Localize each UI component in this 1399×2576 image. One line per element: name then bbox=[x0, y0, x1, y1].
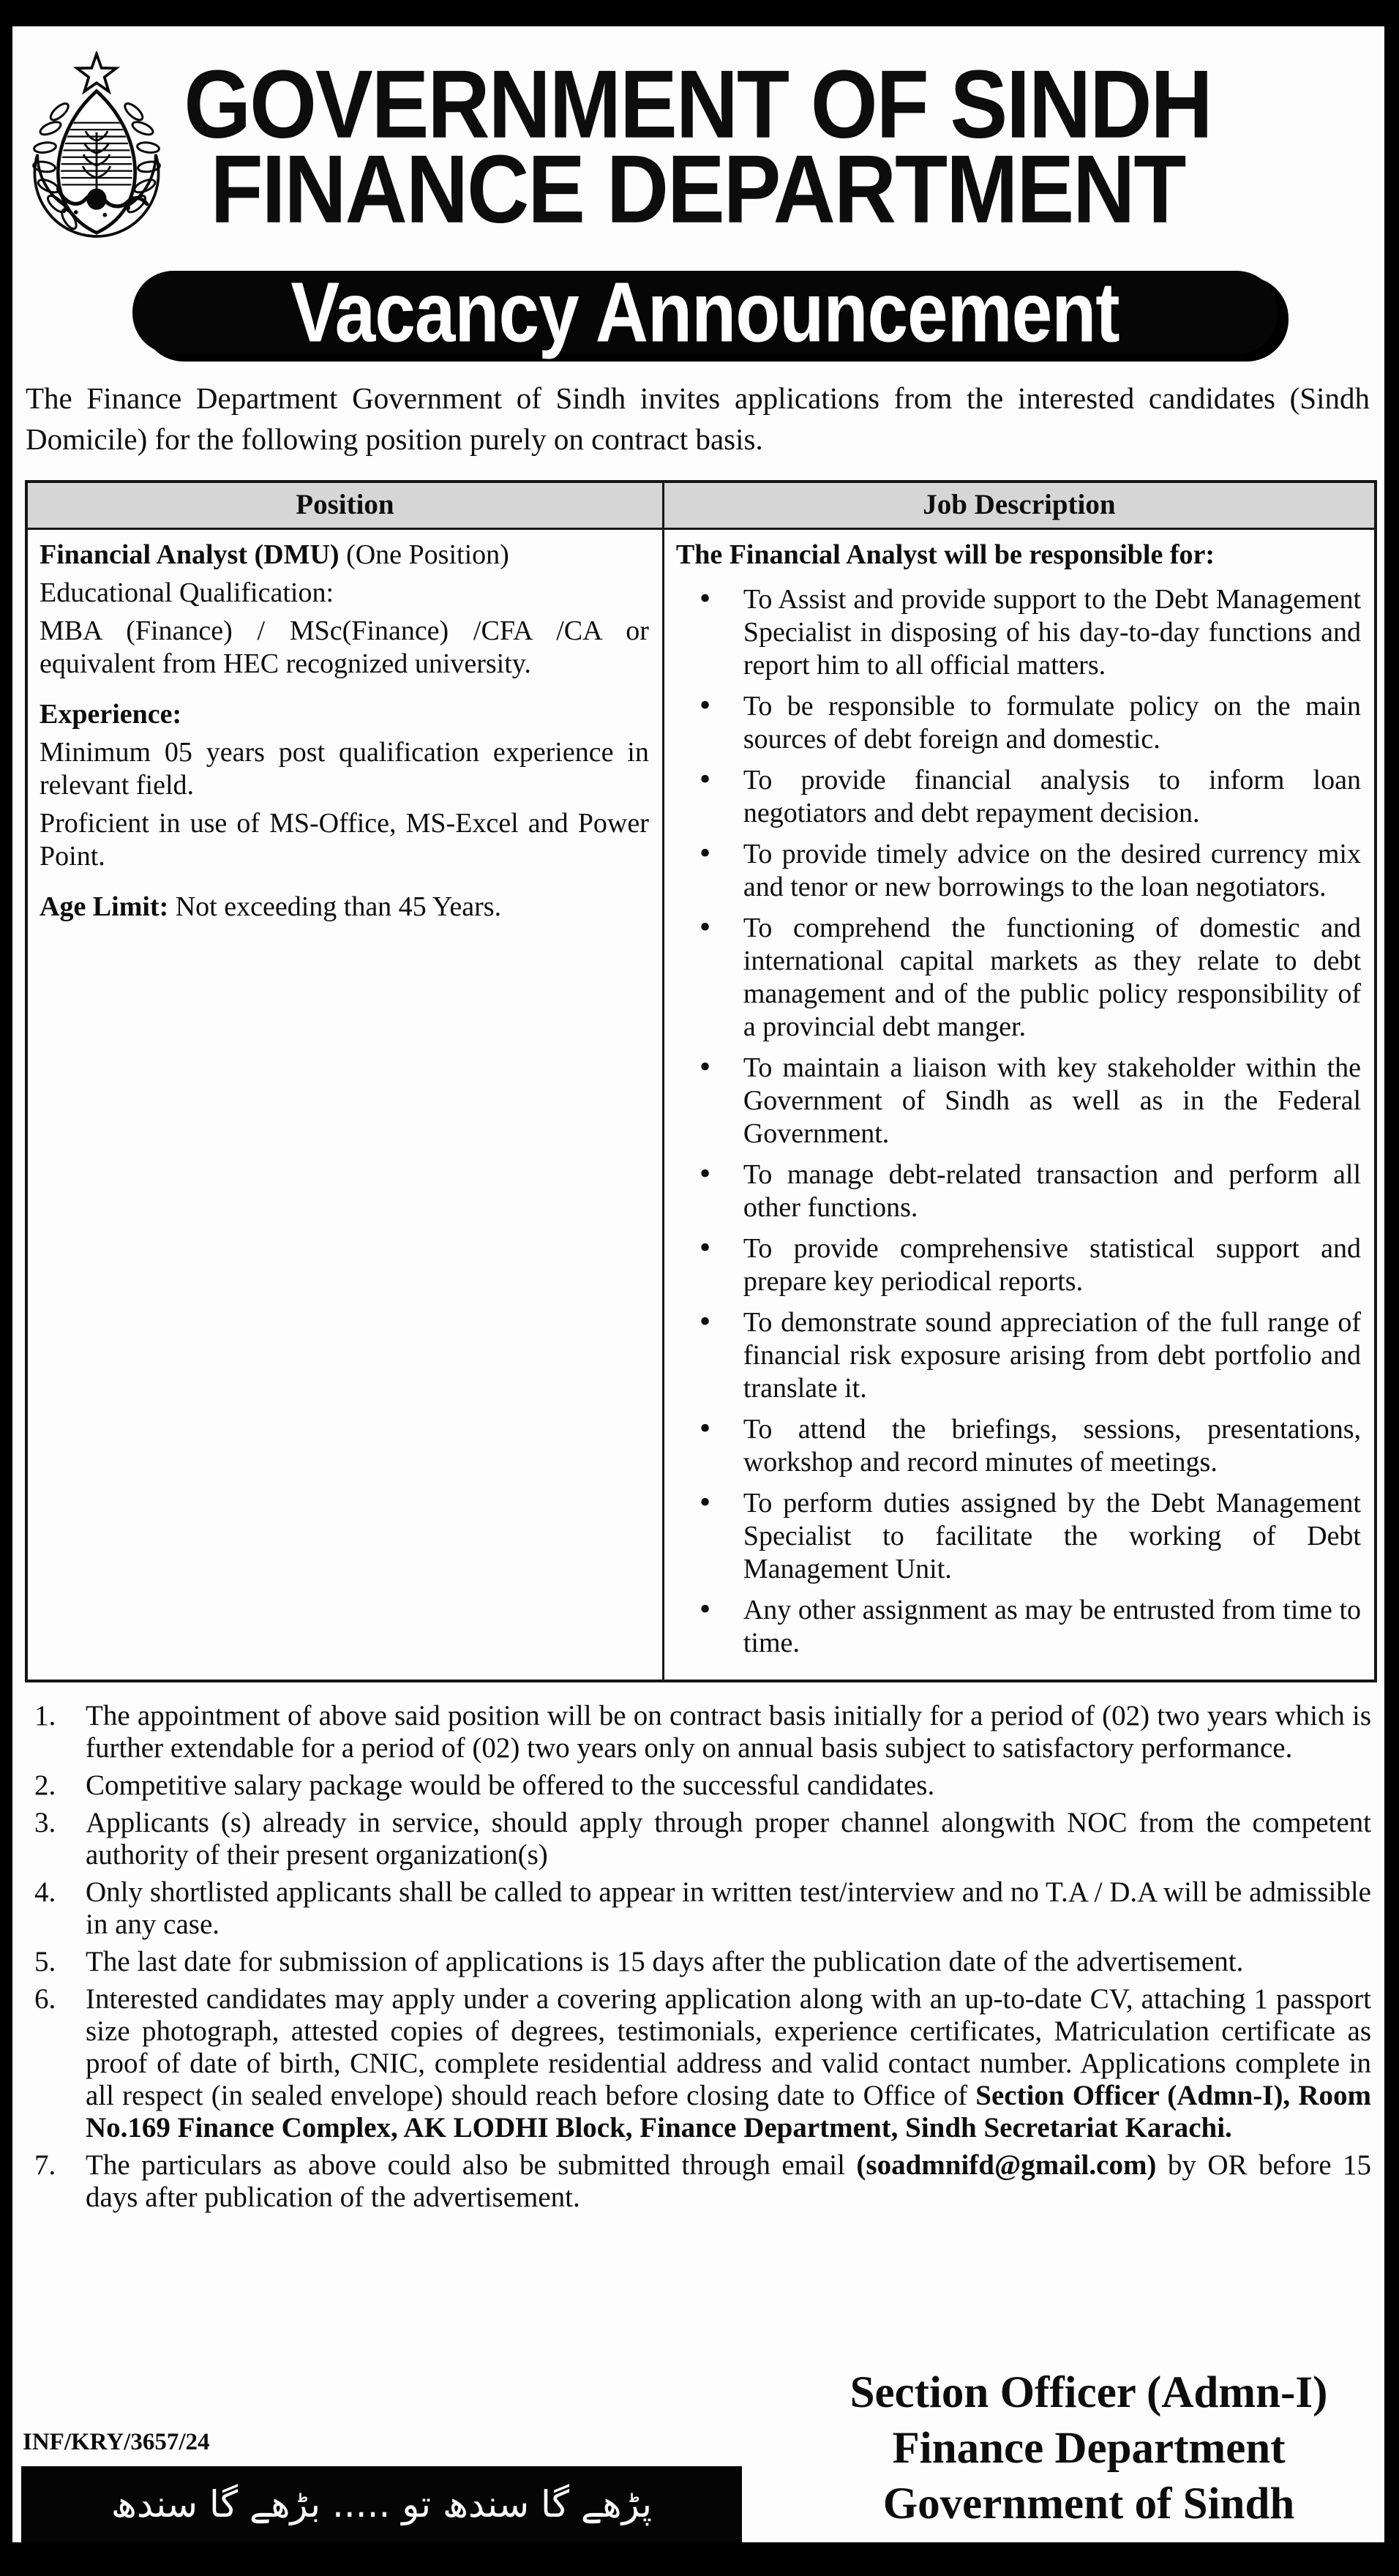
education-text: MBA (Finance) / MSc(Finance) /CFA /CA or equivalent from HEC recognized university. bbox=[40, 615, 649, 679]
submission-address: Section Officer (Admn-I), Room No.169 Finance Complex, AK LODHI Block, Finance Department, Sindh Secretariat Karachi. bbox=[86, 2080, 1371, 2143]
frame-left-bar bbox=[0, 0, 12, 2576]
age-limit-value: Not exceeding than 45 Years. bbox=[168, 891, 502, 922]
job-bullet-item: • To manage debt-related transaction and perform all other functions. bbox=[676, 1158, 1361, 1224]
position-cell bbox=[26, 529, 663, 1682]
job-bullet-item: • Any other assignment as may be entrusted from time to time. bbox=[676, 1594, 1361, 1660]
job-description-column-header: Job Description bbox=[663, 482, 1376, 529]
experience-text-1: Minimum 05 years post qualification experience in relevant field. bbox=[40, 737, 649, 801]
frame-bottom-bar bbox=[0, 2542, 1399, 2576]
job-bullet-item: • To comprehend the functioning of domestic and international capital markets as they relate to debt management and of the public policy responsibility of a provincial debt manger. bbox=[676, 912, 1361, 1044]
job-bullet-item: • To provide financial analysis to inform loan negotiators and debt repayment decision. bbox=[676, 764, 1361, 830]
job-lead: The Financial Analyst will be responsible for: bbox=[675, 539, 1215, 570]
footer bbox=[21, 2365, 1374, 2542]
experience-label: Experience: bbox=[40, 699, 182, 730]
job-bullet-item: • To demonstrate sound appreciation of the full range of financial risk exposure arising from debt portfolio and translate it. bbox=[676, 1306, 1361, 1405]
position-title-rest: (One Position) bbox=[339, 539, 509, 570]
terms-and-conditions-list bbox=[23, 1700, 1371, 2219]
job-bullet-item: • To provide timely advice on the desired currency mix and tenor or new borrowings to the loan negotiators. bbox=[676, 838, 1361, 904]
advertisement-reference-number: INF/KRY/3657/24 bbox=[23, 2429, 210, 2455]
position-column-header: Position bbox=[26, 482, 663, 529]
header bbox=[21, 35, 1374, 247]
advertisement-content bbox=[12, 26, 1384, 2542]
signature-line-2: Finance Department bbox=[892, 2424, 1286, 2473]
signature-line-1: Section Officer (Admn-I) bbox=[849, 2368, 1328, 2417]
submission-email: (soadmnifd@gmail.com) bbox=[856, 2149, 1157, 2181]
job-description-cell bbox=[663, 529, 1376, 1682]
note-item-3: Applicants (s) already in service, should apply through proper channel alongwith NOC from the competent authority of their present organization(s) bbox=[86, 1807, 1371, 1871]
footer-left bbox=[21, 2429, 803, 2542]
age-limit-label: Age Limit: bbox=[40, 891, 169, 922]
urdu-slogan-box bbox=[21, 2466, 742, 2542]
job-bullet-item: • To maintain a liaison with key stakeholder within the Government of Sindh as well as in the Federal Government. bbox=[676, 1052, 1361, 1150]
note-item-5: The last date for submission of applications is 15 days after the publication date of the advertisement. bbox=[86, 1946, 1244, 1977]
frame-top-bar bbox=[0, 0, 1399, 26]
vacancy-table bbox=[25, 480, 1377, 1682]
table-body-row bbox=[26, 529, 1376, 1682]
job-bullet-item: • To perform duties assigned by the Debt Management Specialist to facilitate the working of Debt Management Unit. bbox=[676, 1487, 1361, 1586]
job-bullet-item: • To attend the briefings, sessions, presentations, workshop and record minutes of meetings. bbox=[676, 1413, 1361, 1479]
job-bullet-item: • To be responsible to formulate policy on the main sources of debt foreign and domestic. bbox=[676, 690, 1361, 756]
org-name-line-1: GOVERNMENT OF SINDH bbox=[184, 50, 1212, 159]
note-item-7: The particulars as above could also be submitted through email (soadmnifd@gmail.com) by OR before 15 days after publication of the advertisement. bbox=[86, 2149, 1371, 2213]
job-bullet-item: • To Assist and provide support to the Debt Management Specialist in disposing of his day-to-day functions and report him to all official matters. bbox=[676, 583, 1361, 682]
vacancy-announcement-banner bbox=[132, 264, 1278, 360]
education-label: Educational Qualification: bbox=[40, 577, 334, 608]
intro-paragraph: The Finance Department Government of Sindh invites applications from the interested candidates (Sindh Domicile) for the following position purely on contract basis. bbox=[26, 381, 1370, 456]
experience-text-2: Proficient in use of MS-Office, MS-Excel and Power Point. bbox=[40, 808, 649, 872]
job-bullet-list bbox=[676, 583, 1361, 1660]
organization-title bbox=[21, 35, 1374, 244]
note-item-4: Only shortlisted applicants shall be called to appear in written test/interview and no T.A / D.A will be admissible in any case. bbox=[86, 1876, 1371, 1940]
position-title-bold: Financial Analyst (DMU) bbox=[40, 539, 340, 570]
note-item-6: Interested candidates may apply under a covering application along with an up-to-date CV, attaching 1 passport size photograph, attested copies of degrees, testimonials, experience certificates, Matriculation certificate as proof of date of birth, CNIC, complete residential address and valid contact number. Applications complete in all respect (in sealed envelope) should reach before closing date to Office of Section Officer (Admn-I), Room No.169 Finance Complex, AK LODHI Block, Finance Department, Sindh Secretariat Karachi. bbox=[86, 1983, 1371, 2143]
signature-block bbox=[803, 2365, 1374, 2542]
job-bullet-item: • To provide comprehensive statistical support and prepare key periodical reports. bbox=[676, 1232, 1361, 1298]
org-name-line-2: FINANCE DEPARTMENT bbox=[210, 135, 1185, 244]
signature-line-3: Government of Sindh bbox=[882, 2479, 1295, 2528]
banner-title: Vacancy Announcement bbox=[290, 264, 1119, 360]
frame-right-bar bbox=[1384, 0, 1399, 2576]
position-title bbox=[40, 539, 649, 572]
note-item-1: The appointment of above said position will be on contract basis initially for a period of (02) two years which is further extendable for a period of (02) two years only on annual basis subject to satisfactory performance. bbox=[86, 1700, 1371, 1764]
age-limit bbox=[40, 891, 649, 924]
note-item-2: Competitive salary package would be offered to the successful candidates. bbox=[86, 1770, 935, 1801]
urdu-slogan-text: پڑھے گا سندھ تو ..... بڑھے گا سندھ bbox=[110, 2483, 653, 2526]
table-header-row bbox=[26, 482, 1376, 529]
